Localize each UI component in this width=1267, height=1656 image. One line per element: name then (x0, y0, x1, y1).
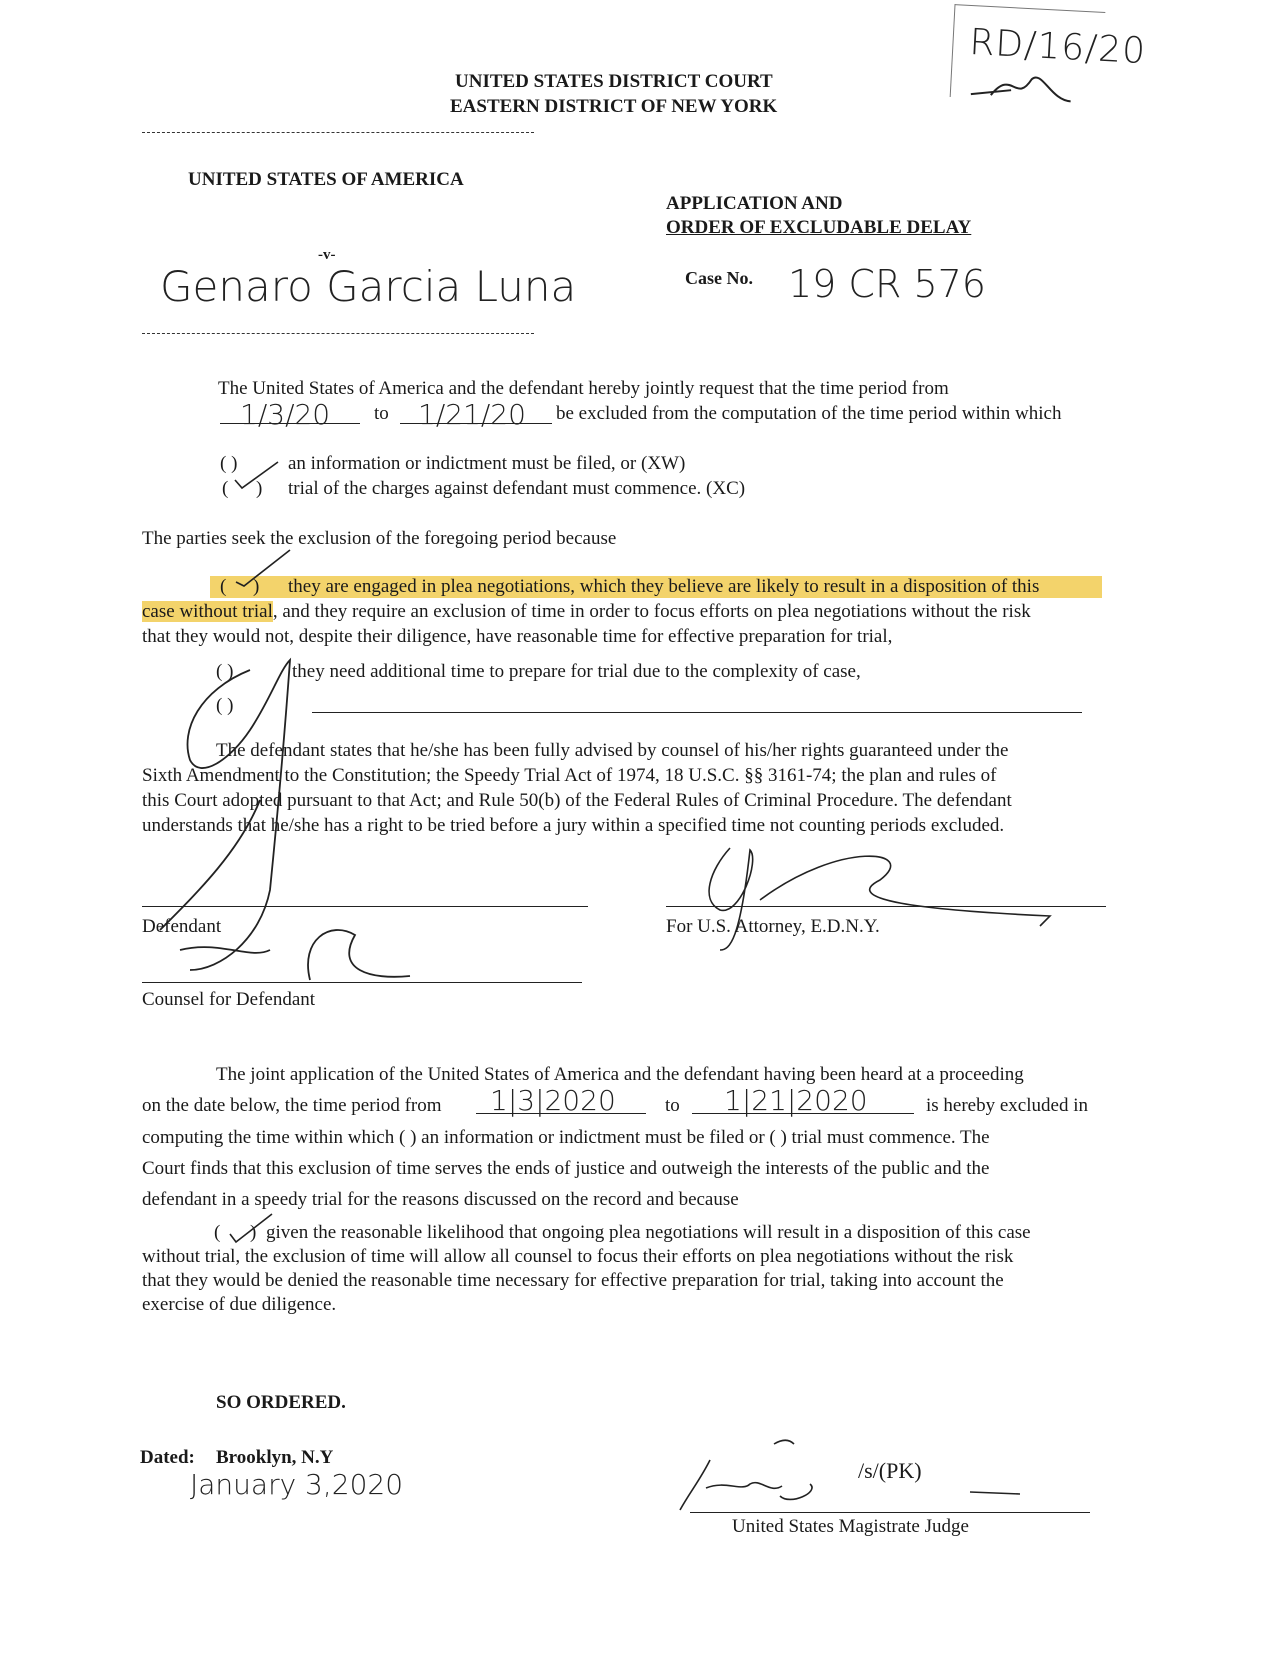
order-reason-4: exercise of due diligence. (142, 1294, 337, 1315)
caption-divider-top (142, 132, 534, 133)
court-district: EASTERN DISTRICT OF NEW YORK (450, 96, 778, 117)
application-date-to: 1/21/20 (418, 398, 526, 431)
dated-handwritten: January 3,2020 (190, 1468, 404, 1501)
option-xw-text: an information or indictment must be filed, or (XW) (288, 453, 686, 474)
court-name: UNITED STATES DISTRICT COURT (455, 71, 773, 92)
advisement-line3: this Court adopted pursuant to that Act; and Rule 50(b) of the Federal Rules of Criminal Procedure. The defendant (142, 790, 1012, 811)
usa-signature (700, 840, 1120, 960)
application-to: to (374, 403, 389, 424)
case-number-handwritten: 19 CR 576 (788, 262, 986, 306)
judge-signature (670, 1436, 1030, 1516)
order-date-from: 1|3|2020 (490, 1084, 616, 1117)
advisement-line4: understands that he/she has a right to be tried before a jury within a specified time not counting periods excluded. (142, 815, 1005, 836)
defendant-signature (160, 650, 460, 1010)
reason1-line3: that they would not, despite their diligence, have reasonable time for effective preparation for trial, (142, 626, 893, 647)
plaintiff-name: UNITED STATES OF AMERICA (188, 169, 464, 190)
option-xc-checkbox-end: ) (256, 478, 263, 499)
order-reason-2: without trial, the exclusion of time will allow all counsel to focus their efforts on plea negotiations without the risk (142, 1246, 1014, 1267)
option-xc-text: trial of the charges against defendant must commence. (XC) (288, 478, 746, 499)
option-xc-checkbox: ( (222, 478, 229, 499)
stamp-text: RD/16/20 (968, 21, 1147, 73)
reason1-text-highlighted-2: case without trial (142, 601, 273, 622)
defendant-signature-line (142, 906, 588, 907)
order-to: to (665, 1095, 680, 1116)
option-xw-checkbox: ( ) (220, 453, 238, 474)
doc-title-1: APPLICATION AND (666, 193, 843, 214)
order-line5: defendant in a speedy trial for the reasons discussed on the record and because (142, 1189, 739, 1210)
received-stamp (950, 4, 1147, 105)
order-line2-a: on the date below, the time period from (142, 1095, 442, 1116)
electronic-signature: /s/(PK) (858, 1458, 922, 1483)
check-mark-icon (230, 460, 280, 490)
reason2-checkbox: ( ) (216, 661, 234, 682)
counsel-label: Counsel for Defendant (142, 989, 316, 1010)
defendant-name-handwritten: Genaro Garcia Luna (160, 262, 577, 311)
dated-place: Brooklyn, N.Y (216, 1447, 334, 1468)
order-line1: The joint application of the United States of America and the defendant having been heard at a proceeding (216, 1064, 1024, 1085)
order-line4: Court finds that this exclusion of time serves the ends of justice and outweigh the interests of the public and the (142, 1158, 990, 1179)
reason1-checkbox-end: ) (253, 576, 260, 597)
stamp-initials (970, 66, 1082, 112)
case-label: Case No. (685, 268, 753, 288)
order-reason-checkbox-end: ) (250, 1222, 257, 1243)
order-line3: computing the time within which ( ) an information or indictment must be filed or ( ) trial must commence. The (142, 1127, 990, 1148)
caption-divider-bottom (142, 333, 534, 334)
defendant-label: Defendant (142, 916, 222, 937)
reason2-text: they need additional time to prepare for trial due to the complexity of case, (292, 661, 861, 682)
advisement-line2: Sixth Amendment to the Constitution; the Speedy Trial Act of 1974, 18 U.S.C. §§ 3161-74; the plan and rules of (142, 765, 997, 786)
application-date-from: 1/3/20 (240, 398, 331, 431)
counsel-signature-line (142, 982, 582, 983)
application-after-dates: be excluded from the computation of the time period within which (556, 403, 1062, 424)
judge-signature-line (690, 1512, 1090, 1513)
order-date-to: 1|21|2020 (724, 1084, 868, 1117)
reason1-rest: , and they require an exclusion of time in order to focus efforts on plea negotiations without the risk (272, 601, 1031, 622)
check-mark-icon (232, 548, 292, 588)
reason1-text-highlighted: they are engaged in plea negotiations, which they believe are likely to result in a disposition of this (288, 576, 1040, 597)
usa-label: For U.S. Attorney, E.D.N.Y. (666, 916, 880, 937)
order-reason-3: that they would be denied the reasonable time necessary for effective preparation for trial, taking into account the (142, 1270, 1004, 1291)
doc-title-2: ORDER OF EXCLUDABLE DELAY (666, 217, 972, 238)
reason3-checkbox: ( ) (216, 695, 234, 716)
dated-label: Dated: (140, 1447, 195, 1468)
order-reason-1: given the reasonable likelihood that ongoing plea negotiations will result in a disposition of this case (266, 1222, 1031, 1243)
reason1-line2 (142, 600, 1031, 624)
versus: -v- (318, 247, 336, 263)
reason1-checkbox: ( (220, 576, 227, 597)
advisement-line1: The defendant states that he/she has been fully advised by counsel of his/her rights guaranteed under the (216, 740, 1009, 761)
usa-signature-line (666, 906, 1106, 907)
judge-label: United States Magistrate Judge (732, 1516, 969, 1537)
order-reason-checkbox: ( (214, 1222, 221, 1243)
application-intro: The United States of America and the defendant hereby jointly request that the time period from (218, 378, 949, 399)
reason-intro: The parties seek the exclusion of the foregoing period because (142, 528, 617, 549)
order-line2-b: is hereby excluded in (926, 1095, 1088, 1116)
so-ordered: SO ORDERED. (216, 1392, 346, 1413)
